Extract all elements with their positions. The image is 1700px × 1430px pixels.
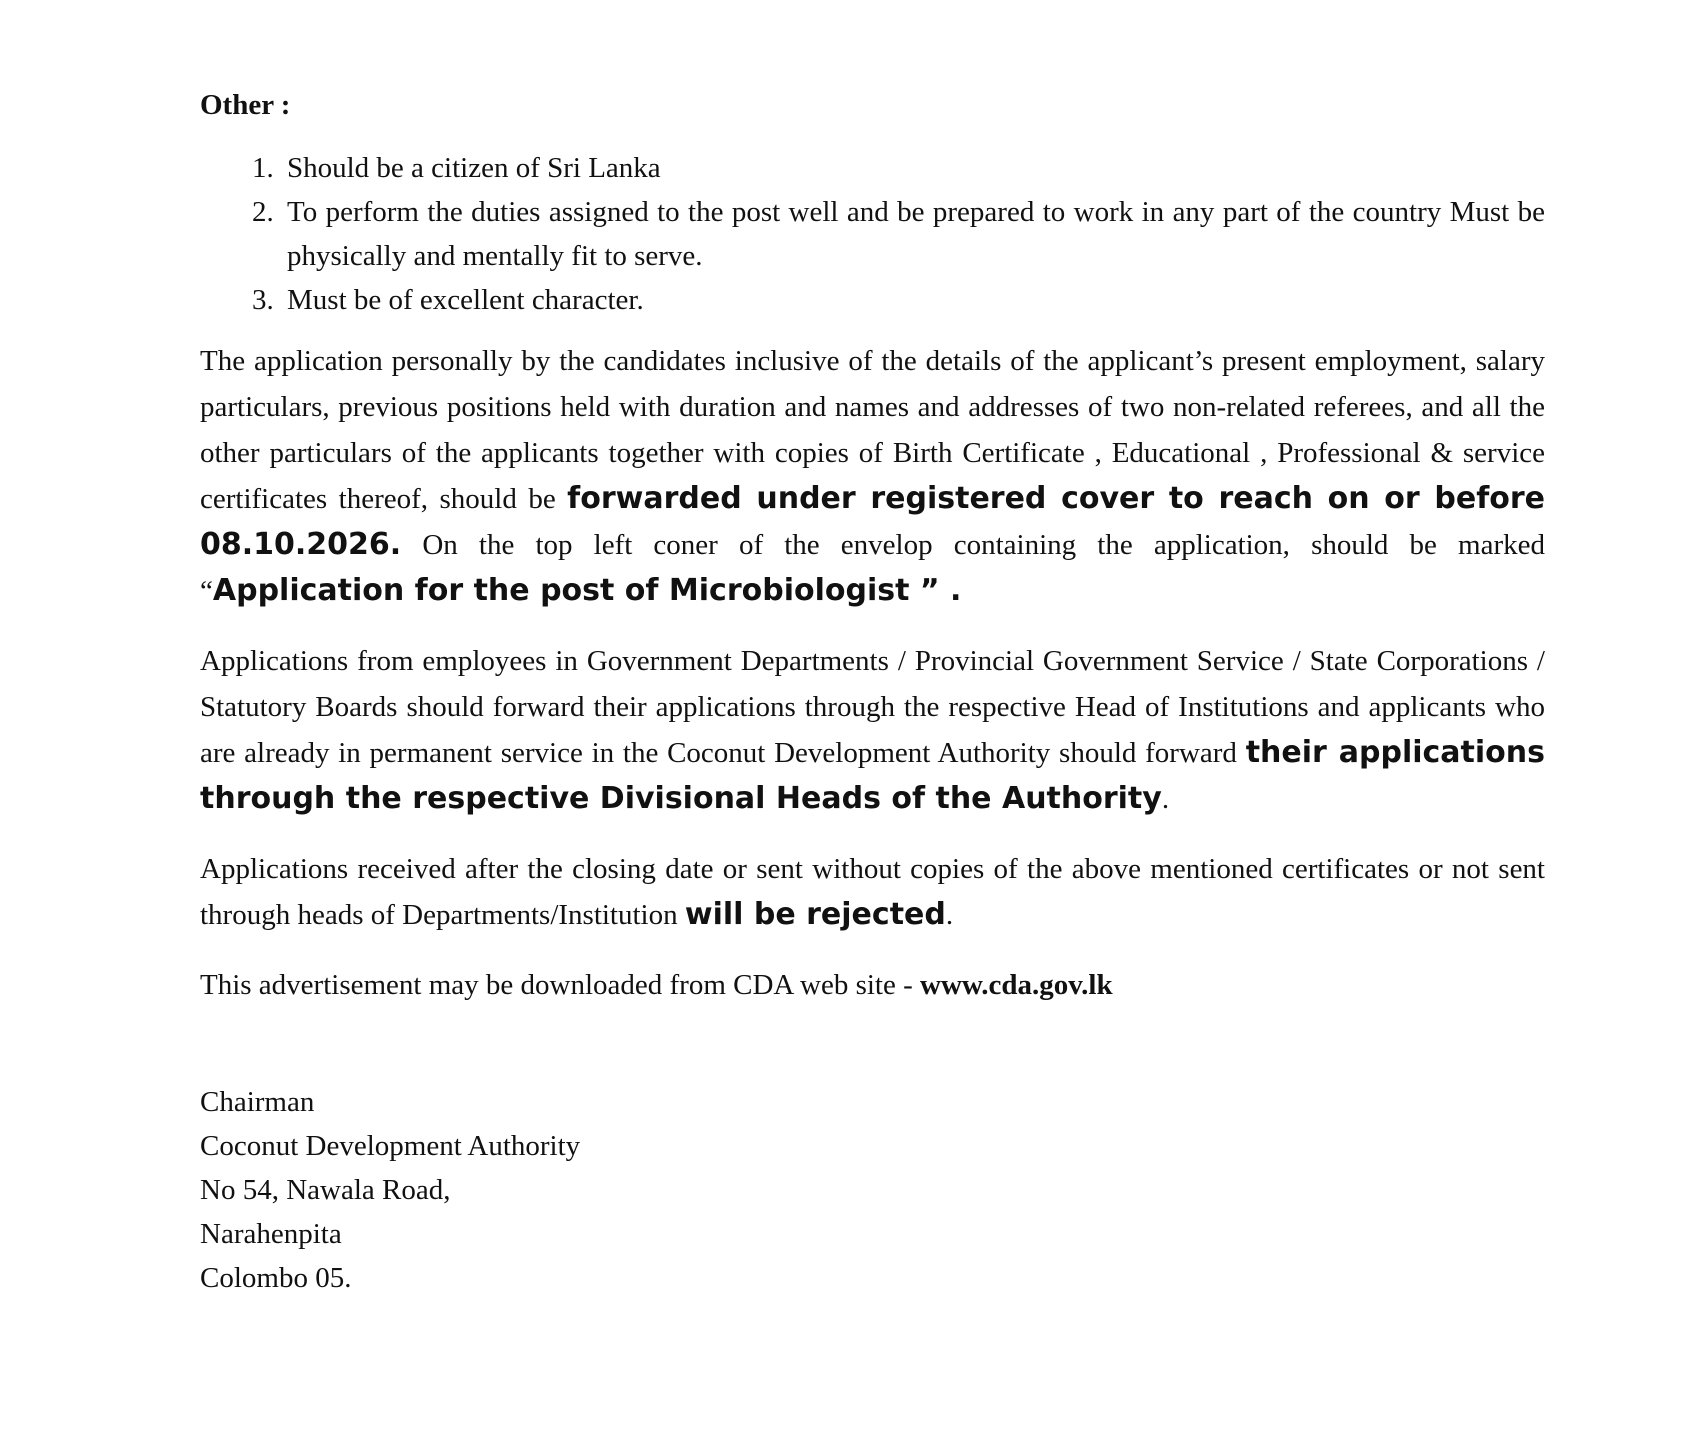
paragraph-text: Applications from employees in Government Departments / Provincial Government Service / State Corporations / Statutory Boards should forward their applications through the respective Head of Institutions and applicants who are already in permanent service in the Coconut Development Authority should forward <box>200 645 1545 769</box>
requirements-list <box>200 146 1545 322</box>
envelope-marking-emphasis: Application for the post of Microbiologist ” . <box>212 573 962 608</box>
requirement-text: Should be a citizen of Sri Lanka <box>287 152 661 184</box>
section-heading-other: Other : <box>200 89 291 121</box>
signature-organization: Coconut Development Authority <box>200 1130 581 1162</box>
paragraph-text: . <box>945 899 954 931</box>
signature-title: Chairman <box>200 1086 315 1118</box>
application-instructions-paragraph <box>200 338 1545 614</box>
paragraph-text: . <box>1161 783 1170 815</box>
signature-address-line: Colombo 05. <box>200 1262 352 1294</box>
download-paragraph <box>200 962 1545 1008</box>
paragraph-text: Applications received after the closing date or sent without copies of the above mentioned certificates or not sent through heads of Departments/Institution <box>200 853 1545 931</box>
requirement-number: 1. <box>252 152 274 184</box>
requirement-number: 3. <box>252 284 274 316</box>
requirement-item <box>252 190 1545 278</box>
paragraph-text: This advertisement may be downloaded from CDA web site - <box>200 969 921 1001</box>
divisional-heads-emphasis: their applications through the respective Divisional Heads of the Authority <box>200 735 1545 816</box>
paragraph-text: The application personally by the candidates inclusive of the details of the applicant’s present employment, salary particulars, previous positions held with duration and names and addresses of two non-related referees, and all the other particulars of the applicants together with copies of Birth Certificate , Educational , Professional & service certificates thereof, should be <box>200 345 1545 515</box>
rejection-emphasis: will be rejected <box>684 897 946 932</box>
signature-address-line: Narahenpita <box>200 1218 342 1250</box>
requirement-text: Must be of excellent character. <box>287 284 644 316</box>
deadline-emphasis: forwarded under registered cover to reach on or before 08.10.2026. <box>200 481 1545 562</box>
website-url: www.cda.gov.lk <box>920 969 1113 1001</box>
requirement-text: To perform the duties assigned to the post well and be prepared to work in any part of the country Must be physically and mentally fit to serve. <box>287 196 1545 272</box>
requirement-number: 2. <box>252 196 274 228</box>
rejection-paragraph <box>200 846 1545 938</box>
paragraph-text: On the top left coner of the envelop containing the application, should be marked “ <box>200 529 1545 607</box>
government-employees-paragraph <box>200 638 1545 822</box>
requirement-item <box>252 278 1545 322</box>
document-page <box>200 80 1545 1300</box>
requirement-item <box>252 146 1545 190</box>
signature-address-line: No 54, Nawala Road, <box>200 1174 451 1206</box>
signature-block <box>200 1080 1545 1300</box>
